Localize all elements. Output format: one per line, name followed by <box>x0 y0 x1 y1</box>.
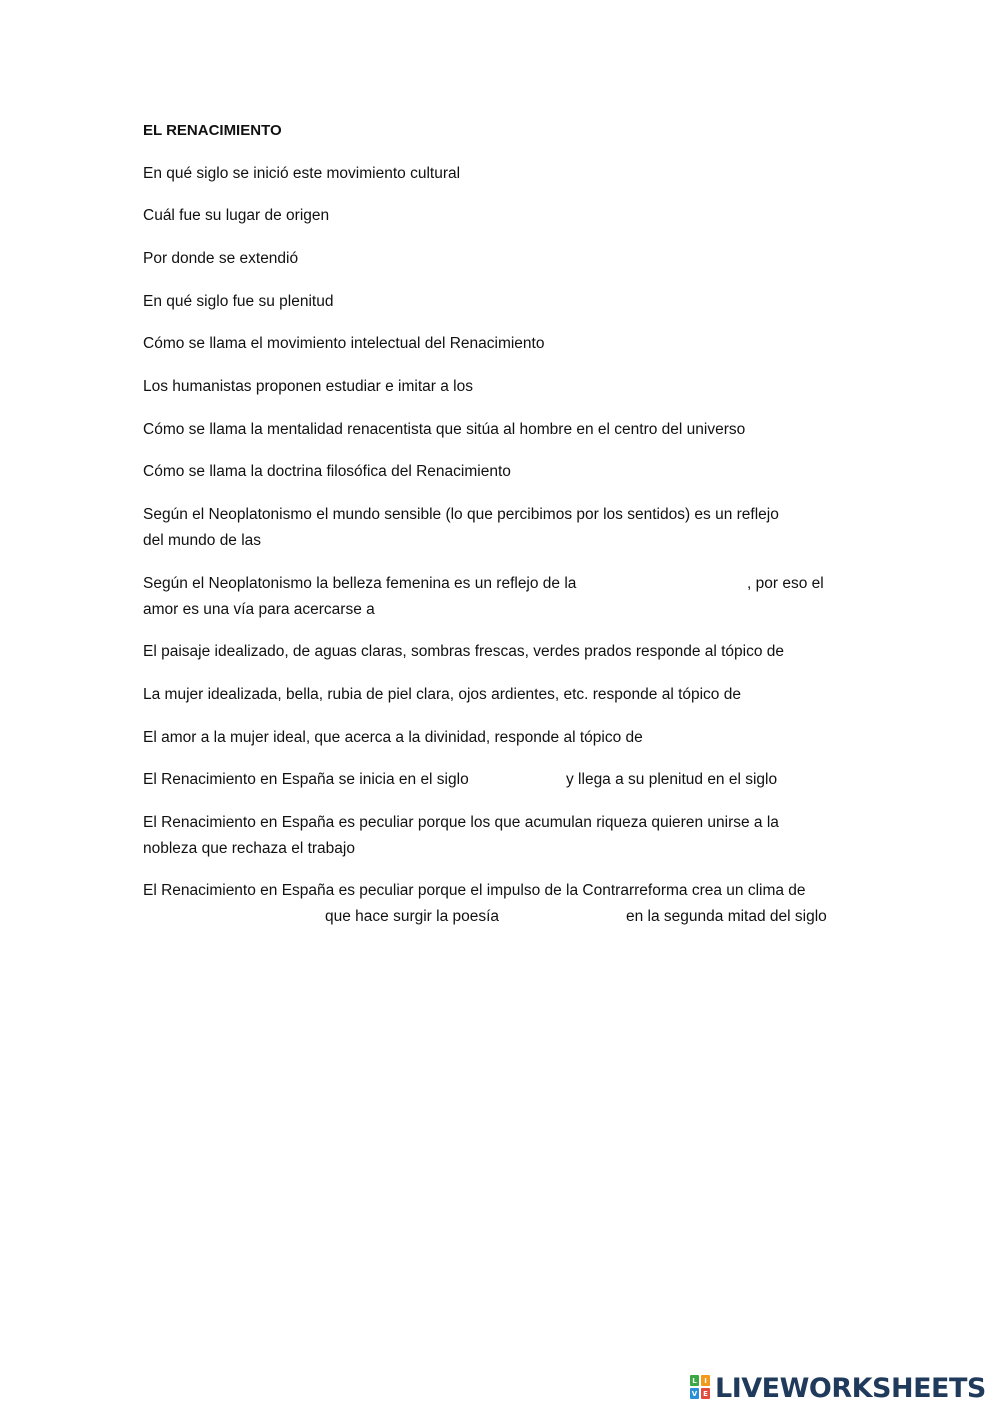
question-15-line-2: nobleza que rechaza el trabajo <box>143 840 355 857</box>
question-14a: El Renacimiento en España se inicia en el siglo <box>143 771 469 788</box>
question-4: En qué siglo fue su plenitud <box>143 293 334 310</box>
logo-mark-v: V <box>691 1389 698 1398</box>
liveworksheets-logo-icon <box>690 1375 712 1401</box>
question-16-line-1: El Renacimiento en España es peculiar porque el impulso de la Contrarreforma crea un clima de <box>143 882 806 899</box>
liveworksheets-logo-text: LIVEWORKSHEETS <box>715 1372 986 1404</box>
question-16-line-2a: que hace surgir la poesía <box>325 908 500 925</box>
question-5: Cómo se llama el movimiento intelectual del Renacimiento <box>143 335 545 352</box>
question-10-line-1b: , por eso el <box>747 575 824 592</box>
question-13: El amor a la mujer ideal, que acerca a la divinidad, responde al tópico de <box>143 729 643 746</box>
question-14b: y llega a su plenitud en el siglo <box>566 771 778 788</box>
question-12: La mujer idealizada, bella, rubia de piel clara, ojos ardientes, etc. responde al tópico de <box>143 686 741 703</box>
logo-mark-e: E <box>701 1388 710 1399</box>
question-2: Cuál fue su lugar de origen <box>143 207 330 224</box>
question-11: El paisaje idealizado, de aguas claras, sombras frescas, verdes prados responde al tópico de <box>143 643 785 660</box>
question-9-line-2: del mundo de las <box>143 532 262 549</box>
question-6: Los humanistas proponen estudiar e imitar a los <box>143 378 473 395</box>
question-7: Cómo se llama la mentalidad renacentista que sitúa al hombre en el centro del universo <box>143 421 746 438</box>
page-title: EL RENACIMIENTO <box>143 122 282 139</box>
question-3: Por donde se extendió <box>143 250 299 267</box>
question-10-line-1a: Según el Neoplatonismo la belleza femenina es un reflejo de la <box>143 575 577 592</box>
question-15-line-1: El Renacimiento en España es peculiar porque los que acumulan riqueza quieren unirse a la <box>143 814 779 831</box>
question-1: En qué siglo se inició este movimiento cultural <box>143 165 461 182</box>
liveworksheets-logo <box>690 1372 986 1404</box>
question-10-line-2: amor es una vía para acercarse a <box>143 601 375 618</box>
question-16-line-2b: en la segunda mitad del siglo <box>626 908 827 925</box>
logo-mark-l: L <box>690 1375 699 1386</box>
question-8: Cómo se llama la doctrina filosófica del Renacimiento <box>143 463 511 480</box>
logo-mark-i: I <box>701 1375 710 1386</box>
question-9-line-1: Según el Neoplatonismo el mundo sensible (lo que percibimos por los sentidos) es un reflejo <box>143 506 779 523</box>
